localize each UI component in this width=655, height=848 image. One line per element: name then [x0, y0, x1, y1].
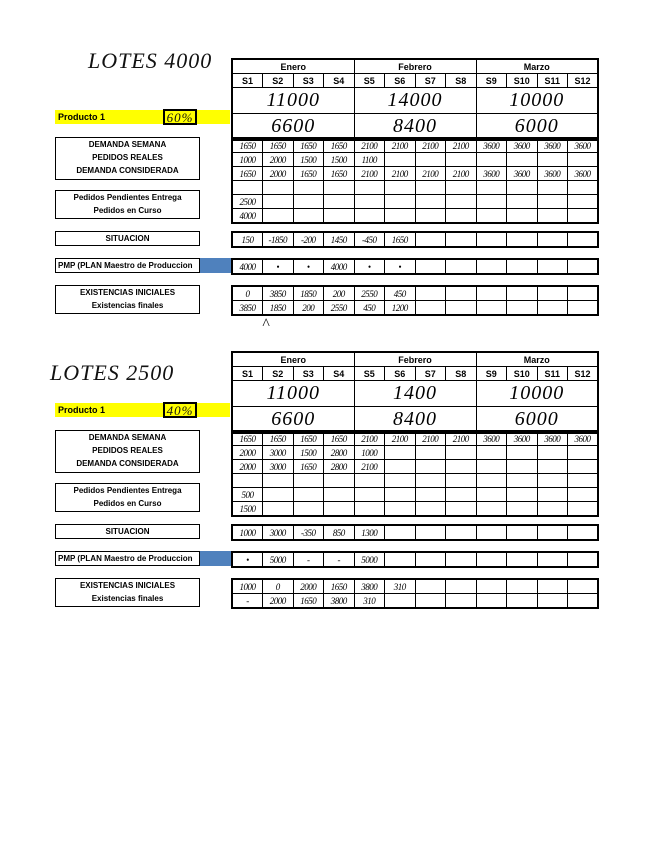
cell: 3000	[263, 446, 294, 460]
label-existencias-finales: Existencias finales	[91, 301, 164, 310]
label-existencias-iniciales: EXISTENCIAS INICIALES	[79, 288, 176, 297]
cell: 1000	[232, 579, 263, 594]
cell: 1650	[324, 579, 355, 594]
label-demanda-semana: DEMANDA SEMANA	[88, 433, 167, 442]
cell: -350	[293, 525, 324, 540]
cell: 1500	[293, 153, 324, 167]
cell: 1650	[263, 138, 294, 153]
week-header: S3	[293, 367, 324, 381]
cell: 200	[293, 301, 324, 316]
cell: 0	[232, 286, 263, 301]
monthly-demand-total: 11000	[232, 88, 354, 114]
cell: 3800	[324, 594, 355, 609]
cell	[568, 153, 599, 167]
cell: 3600	[476, 431, 507, 446]
cell: 1300	[354, 525, 385, 540]
cell: 1650	[232, 167, 263, 181]
cell: 1500	[232, 502, 263, 517]
cell: 850	[324, 525, 355, 540]
cell: 2100	[415, 431, 446, 446]
order-labels	[55, 190, 200, 219]
cell	[446, 153, 477, 167]
month-header: Enero	[232, 352, 354, 367]
handwritten-mark: ^	[262, 316, 270, 333]
cell	[385, 153, 416, 167]
cell: 1650	[324, 167, 355, 181]
monthly-product-demand: 8400	[354, 407, 476, 434]
product-label: Producto 1	[55, 110, 230, 124]
cell: 2000	[232, 460, 263, 474]
label-existencias-finales: Existencias finales	[91, 594, 164, 603]
week-header: S7	[415, 74, 446, 88]
pmp-label: PMP (PLAN Maestro de Produccion	[55, 258, 200, 273]
week-header: S2	[263, 367, 294, 381]
pmp-table	[231, 551, 599, 568]
cell: 2000	[263, 153, 294, 167]
label-pedidos-pendientes: Pedidos Pendientes Entrega	[73, 193, 182, 202]
cell: 1850	[263, 301, 294, 316]
label-situacion: SITUACION	[105, 234, 150, 243]
week-header: S5	[354, 74, 385, 88]
cell: •	[263, 259, 294, 274]
cell: 2100	[354, 138, 385, 153]
cell: 3850	[232, 301, 263, 316]
cell: 2800	[324, 460, 355, 474]
product-label: Producto 1	[55, 403, 230, 417]
week-header: S9	[476, 74, 507, 88]
month-header: Febrero	[354, 59, 476, 74]
cell: 2100	[446, 167, 477, 181]
cell: -1850	[263, 232, 294, 247]
cell: 2100	[415, 167, 446, 181]
week-header: S2	[263, 74, 294, 88]
cell: 3600	[476, 138, 507, 153]
percentage-box: 40%	[163, 402, 197, 418]
cell: -	[293, 552, 324, 567]
week-header: S6	[385, 74, 416, 88]
cell: 3600	[568, 167, 599, 181]
cell: 1000	[232, 153, 263, 167]
week-header: S11	[537, 367, 568, 381]
label-pedidos-reales: PEDIDOS REALES	[92, 153, 163, 162]
pmp-highlight	[200, 258, 231, 273]
cell: 1450	[324, 232, 355, 247]
monthly-product-demand: 6000	[476, 407, 598, 434]
week-header: S10	[507, 74, 538, 88]
cell	[415, 153, 446, 167]
plan-header-table	[231, 58, 599, 141]
cell: -450	[354, 232, 385, 247]
cell: 1650	[293, 138, 324, 153]
cell: •	[385, 259, 416, 274]
row-demanda-semana	[232, 138, 598, 153]
cell: 1850	[293, 286, 324, 301]
cell: 2000	[293, 579, 324, 594]
cell: •	[354, 259, 385, 274]
cell	[507, 153, 538, 167]
week-header: S8	[446, 367, 477, 381]
label-demanda-considerada: DEMANDA CONSIDERADA	[76, 166, 179, 175]
cell: 0	[263, 579, 294, 594]
monthly-demand-total: 1400	[354, 381, 476, 407]
week-header: S6	[385, 367, 416, 381]
cell: 3800	[354, 579, 385, 594]
cell: 310	[354, 594, 385, 609]
row-demanda-semana	[232, 431, 598, 446]
cell: 2100	[354, 460, 385, 474]
label-demanda-semana: DEMANDA SEMANA	[88, 140, 167, 149]
cell: 3600	[537, 167, 568, 181]
cell	[476, 153, 507, 167]
cell: 200	[324, 286, 355, 301]
month-header: Marzo	[476, 352, 598, 367]
plan-header-table	[231, 351, 599, 434]
monthly-product-demand: 6600	[232, 407, 354, 434]
week-header: S12	[568, 74, 599, 88]
row-pedidos-reales	[232, 153, 598, 167]
monthly-demand-total: 10000	[476, 381, 598, 407]
week-header: S3	[293, 74, 324, 88]
cell: 450	[385, 286, 416, 301]
cell: 2000	[232, 446, 263, 460]
percentage-box: 60%	[163, 109, 197, 125]
cell: 3600	[537, 138, 568, 153]
cell: 2500	[232, 195, 263, 209]
situacion-label	[55, 231, 200, 246]
demand-labels	[55, 137, 200, 180]
cell: 1000	[232, 525, 263, 540]
cell: 3600	[537, 431, 568, 446]
lotes-note: LOTES 4000	[88, 48, 213, 73]
monthly-demand-total: 14000	[354, 88, 476, 114]
cell: 2100	[415, 138, 446, 153]
cell: 500	[232, 488, 263, 502]
cell: 3850	[263, 286, 294, 301]
cell: 3000	[263, 460, 294, 474]
cell: 1650	[293, 460, 324, 474]
cell: 2100	[385, 138, 416, 153]
cell: •	[293, 259, 324, 274]
cell: 1100	[354, 153, 385, 167]
label-situacion: SITUACION	[105, 527, 150, 536]
week-header: S1	[232, 74, 263, 88]
monthly-product-demand: 6000	[476, 114, 598, 141]
label-pedidos-curso: Pedidos en Curso	[93, 499, 162, 508]
cell: -	[324, 552, 355, 567]
cell: 1650	[293, 431, 324, 446]
cell: 5000	[263, 552, 294, 567]
cell: 1650	[324, 138, 355, 153]
existencias-table	[231, 285, 599, 316]
label-pedidos-curso: Pedidos en Curso	[93, 206, 162, 215]
week-header: S1	[232, 367, 263, 381]
label-existencias-iniciales: EXISTENCIAS INICIALES	[79, 581, 176, 590]
existencias-labels	[55, 578, 200, 607]
pmp-label: PMP (PLAN Maestro de Produccion	[55, 551, 200, 566]
cell: 5000	[354, 552, 385, 567]
row-pedidos-pendientes	[232, 488, 598, 502]
pmp-highlight	[200, 551, 231, 566]
month-header: Enero	[232, 59, 354, 74]
cell: 1200	[385, 301, 416, 316]
situacion-label	[55, 524, 200, 539]
cell: 2550	[354, 286, 385, 301]
cell: 2800	[324, 446, 355, 460]
cell: 1650	[232, 138, 263, 153]
cell: 2100	[385, 167, 416, 181]
cell: •	[232, 552, 263, 567]
cell: 1650	[293, 167, 324, 181]
cell: 450	[354, 301, 385, 316]
monthly-product-demand: 6600	[232, 114, 354, 141]
row-demanda-considerada	[232, 167, 598, 181]
week-header: S7	[415, 367, 446, 381]
label-demanda-considerada: DEMANDA CONSIDERADA	[76, 459, 179, 468]
week-header: S10	[507, 367, 538, 381]
cell: 1650	[324, 431, 355, 446]
month-header: Marzo	[476, 59, 598, 74]
label-pedidos-pendientes: Pedidos Pendientes Entrega	[73, 486, 182, 495]
cell: 3600	[568, 431, 599, 446]
demand-table	[231, 430, 599, 517]
cell: 150	[232, 232, 263, 247]
cell: 1500	[324, 153, 355, 167]
week-header: S11	[537, 74, 568, 88]
situacion-table	[231, 231, 599, 248]
existencias-labels	[55, 285, 200, 314]
row-blank	[232, 181, 598, 195]
cell: 3600	[507, 138, 538, 153]
week-header: S12	[568, 367, 599, 381]
cell	[537, 153, 568, 167]
cell: 1650	[263, 431, 294, 446]
existencias-table	[231, 578, 599, 609]
cell: 2100	[354, 431, 385, 446]
row-pedidos-curso	[232, 502, 598, 517]
demand-labels	[55, 430, 200, 473]
monthly-demand-total: 11000	[232, 381, 354, 407]
cell: 2100	[354, 167, 385, 181]
cell: 2000	[263, 167, 294, 181]
cell: 3600	[568, 138, 599, 153]
week-header: S9	[476, 367, 507, 381]
row-demanda-considerada	[232, 460, 598, 474]
monthly-product-demand: 8400	[354, 114, 476, 141]
situacion-table	[231, 524, 599, 541]
row-pedidos-curso	[232, 209, 598, 224]
order-labels	[55, 483, 200, 512]
cell: 310	[385, 579, 416, 594]
cell: 3000	[263, 525, 294, 540]
week-header: S8	[446, 74, 477, 88]
week-header: S4	[324, 367, 355, 381]
week-header: S5	[354, 367, 385, 381]
row-pedidos-reales	[232, 446, 598, 460]
cell: 1500	[293, 446, 324, 460]
cell: -	[232, 594, 263, 609]
cell: 3600	[507, 167, 538, 181]
cell: -200	[293, 232, 324, 247]
cell: 2000	[263, 594, 294, 609]
demand-table	[231, 137, 599, 224]
cell: 3600	[476, 167, 507, 181]
cell: 2100	[446, 431, 477, 446]
cell: 2100	[385, 431, 416, 446]
week-header: S4	[324, 74, 355, 88]
month-header: Febrero	[354, 352, 476, 367]
label-pedidos-reales: PEDIDOS REALES	[92, 446, 163, 455]
pmp-table	[231, 258, 599, 275]
row-pedidos-pendientes	[232, 195, 598, 209]
monthly-demand-total: 10000	[476, 88, 598, 114]
cell: 4000	[324, 259, 355, 274]
cell: 1650	[293, 594, 324, 609]
cell: 4000	[232, 259, 263, 274]
row-blank	[232, 474, 598, 488]
cell: 1650	[232, 431, 263, 446]
cell: 1000	[354, 446, 385, 460]
cell: 1650	[385, 232, 416, 247]
cell: 3600	[507, 431, 538, 446]
lotes-note: LOTES 2500	[50, 360, 175, 385]
cell: 2550	[324, 301, 355, 316]
cell: 4000	[232, 209, 263, 224]
cell: 2100	[446, 138, 477, 153]
